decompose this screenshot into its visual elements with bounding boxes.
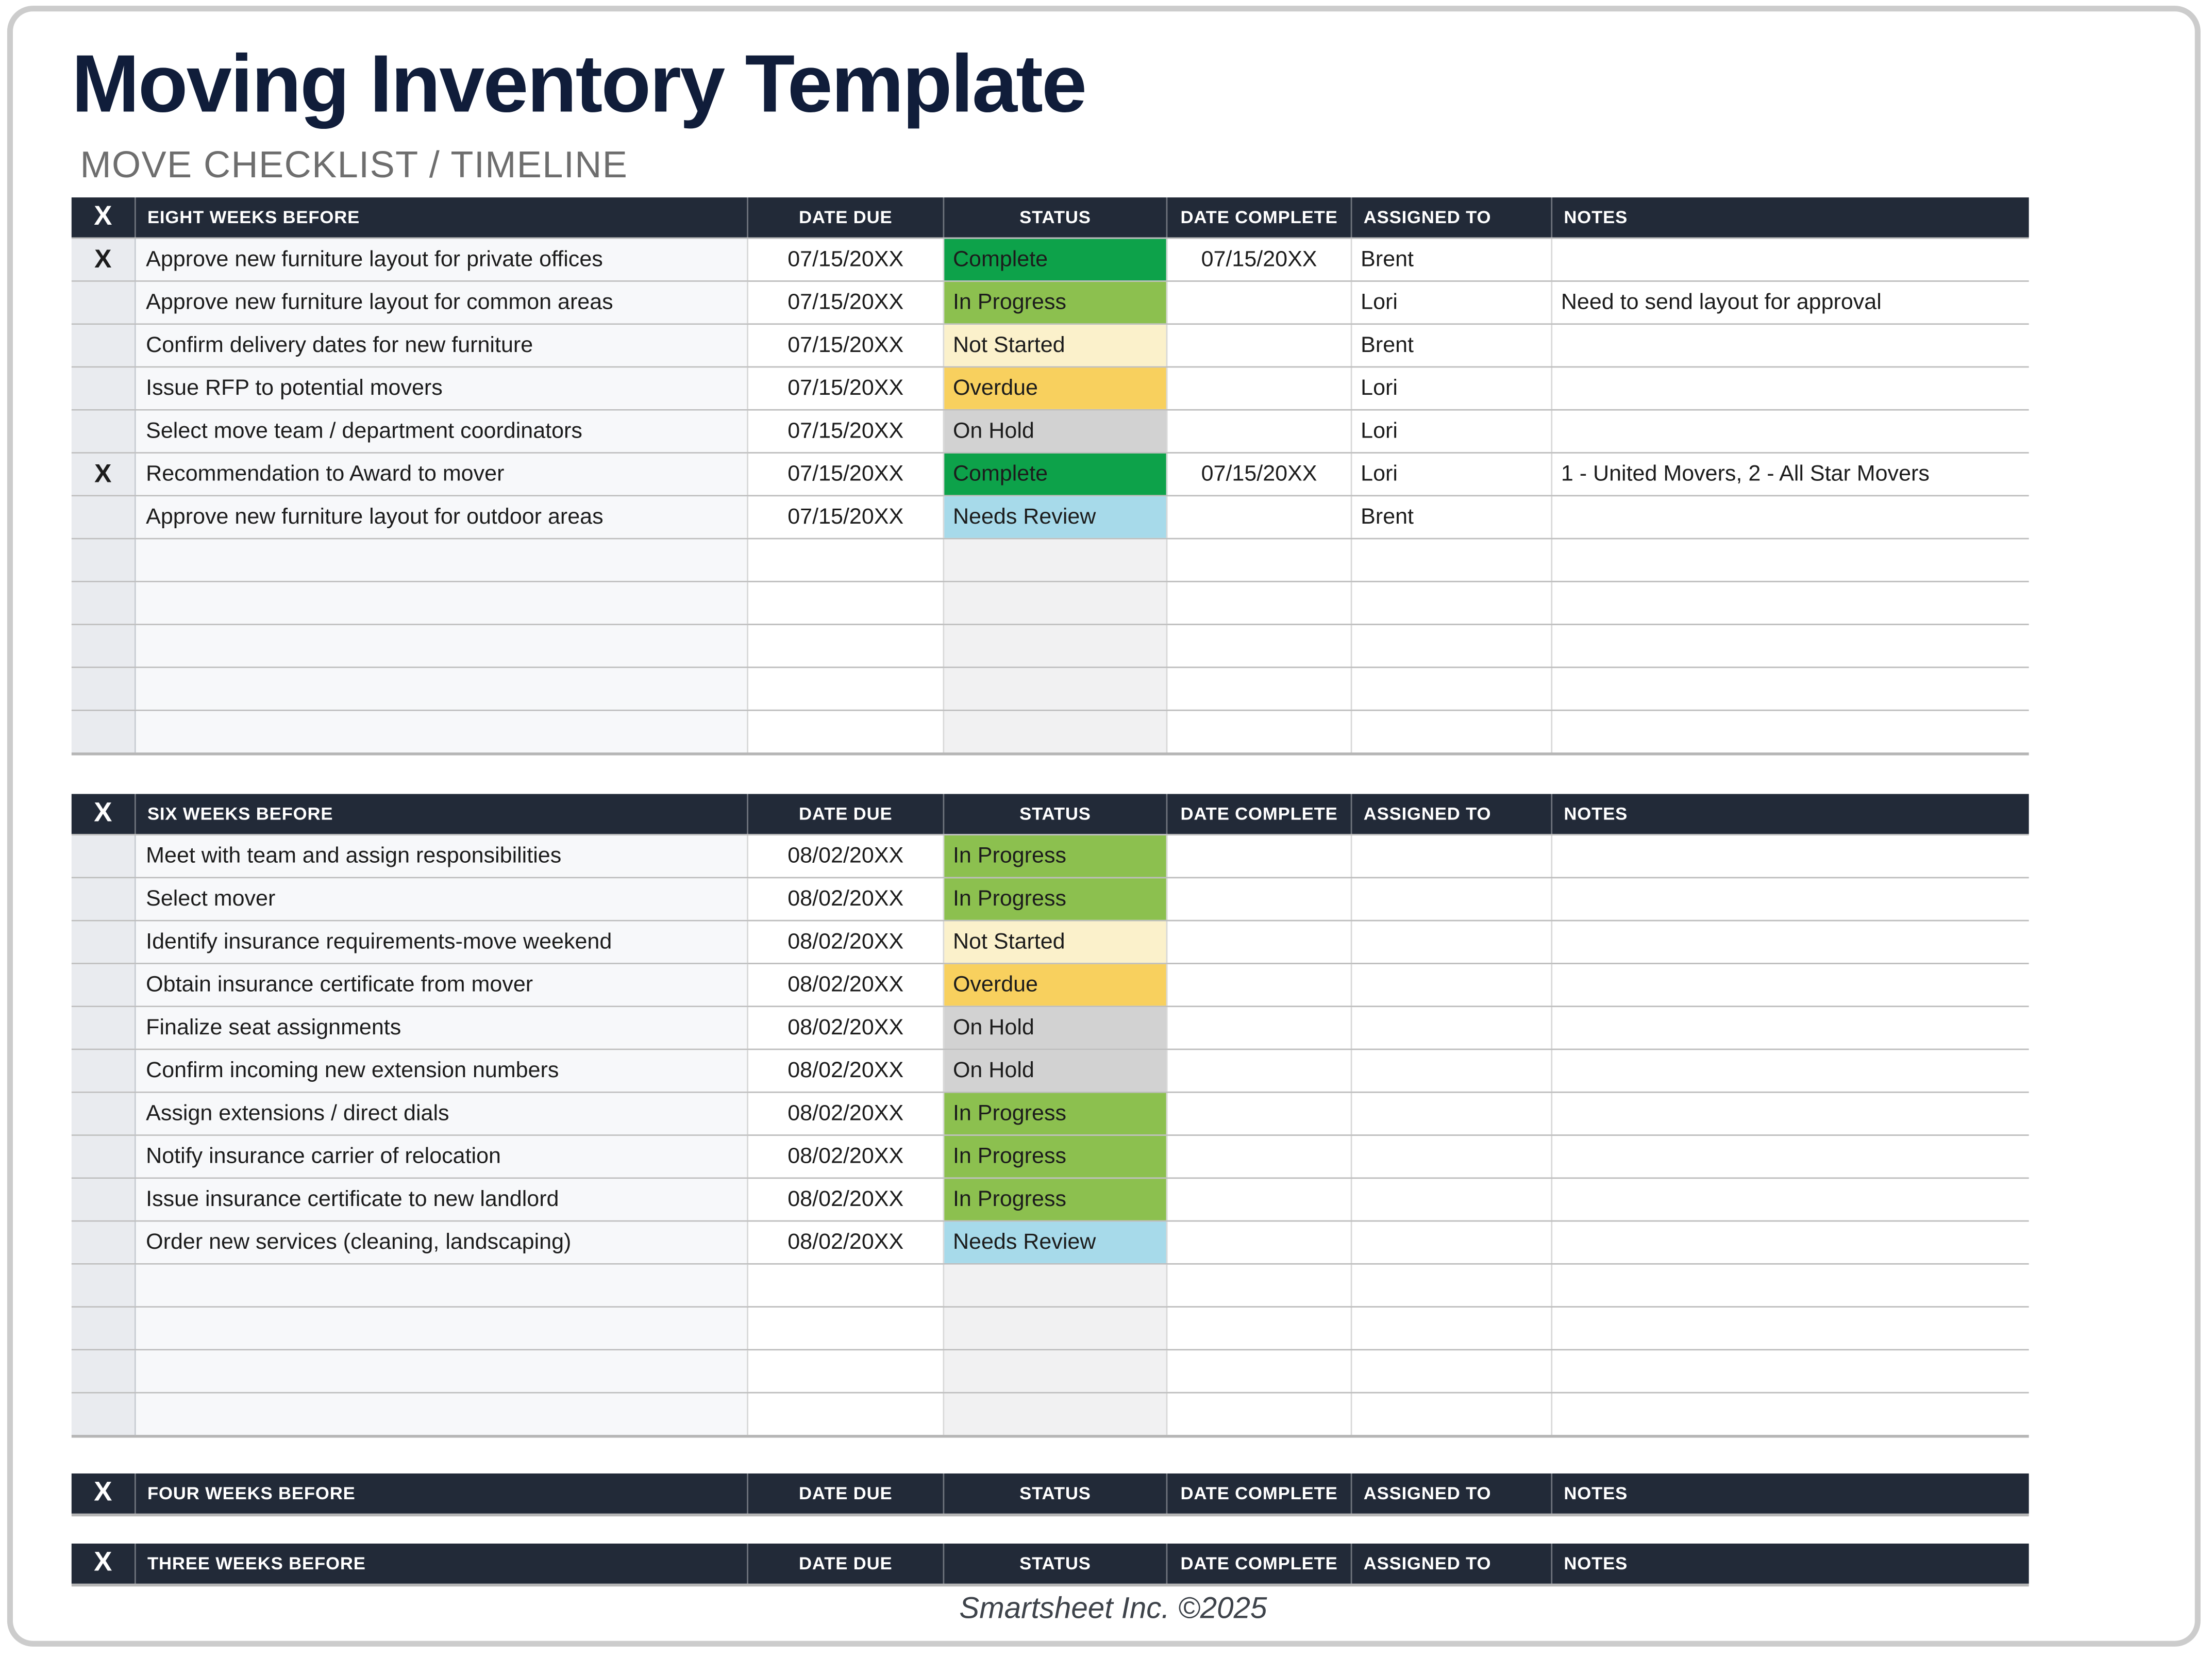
- cell-notes: [1552, 1221, 2029, 1263]
- section-title-header: FOUR WEEKS BEFORE: [136, 1473, 748, 1514]
- cell-status: In Progress: [944, 878, 1167, 919]
- cell-task: [136, 625, 748, 666]
- cell-check: [72, 411, 136, 452]
- cell-date-complete: [1167, 1394, 1352, 1435]
- cell-date-due: [748, 1350, 944, 1392]
- col-header-status: STATUS: [944, 1544, 1167, 1584]
- cell-status: Complete: [944, 454, 1167, 495]
- cell-notes: [1552, 496, 2029, 538]
- cell-assigned-to: [1352, 922, 1553, 963]
- cell-notes: [1552, 411, 2029, 452]
- check-column-header: X: [72, 1473, 136, 1514]
- section-table-eight-weeks-before: [72, 197, 2029, 756]
- cell-date-due: [748, 582, 944, 624]
- empty-table-row: [72, 710, 2029, 752]
- cell-status: [944, 1394, 1167, 1435]
- cell-check: X: [72, 454, 136, 495]
- cell-check: [72, 878, 136, 919]
- cell-notes: [1552, 668, 2029, 709]
- cell-notes: [1552, 367, 2029, 409]
- cell-check: [72, 835, 136, 877]
- cell-task: Select move team / department coordinators: [136, 411, 748, 452]
- table-row: [72, 1177, 2029, 1220]
- cell-assigned-to: Lori: [1352, 367, 1553, 409]
- empty-table-row: [72, 1306, 2029, 1349]
- cell-notes: [1552, 1308, 2029, 1349]
- cell-assigned-to: [1352, 878, 1553, 919]
- col-header-assigned-to: ASSIGNED TO: [1352, 197, 1553, 238]
- cell-date-complete: [1167, 411, 1352, 452]
- cell-date-due: [748, 539, 944, 580]
- check-column-header: X: [72, 1544, 136, 1584]
- cell-check: [72, 282, 136, 323]
- cell-assigned-to: [1352, 1394, 1553, 1435]
- cell-assigned-to: [1352, 625, 1553, 666]
- cell-task: [136, 1308, 748, 1349]
- cell-status: [944, 625, 1167, 666]
- cell-assigned-to: Brent: [1352, 239, 1553, 280]
- cell-date-due: 08/02/20XX: [748, 878, 944, 919]
- table-row: [72, 1049, 2029, 1092]
- col-header-date-due: DATE DUE: [748, 1473, 944, 1514]
- cell-date-due: 08/02/20XX: [748, 1221, 944, 1263]
- cell-status: [944, 1350, 1167, 1392]
- cell-task: [136, 539, 748, 580]
- col-header-notes: NOTES: [1564, 803, 1628, 824]
- table-row: [72, 452, 2029, 495]
- col-header-notes: NOTES: [1564, 1553, 1628, 1574]
- section-header-row: [72, 1544, 2029, 1584]
- cell-status: Not Started: [944, 922, 1167, 963]
- cell-check: [72, 1050, 136, 1091]
- cell-notes: [1552, 1007, 2029, 1048]
- cell-assigned-to: [1352, 582, 1553, 624]
- cell-assigned-to: [1352, 1308, 1553, 1349]
- cell-notes: [1552, 964, 2029, 1006]
- cell-check: [72, 668, 136, 709]
- page-subtitle: MOVE CHECKLIST / TIMELINE: [80, 143, 628, 186]
- cell-status: Complete: [944, 239, 1167, 280]
- table-row: [72, 323, 2029, 366]
- cell-notes: [1552, 922, 2029, 963]
- table-row: [72, 1006, 2029, 1048]
- cell-check: [72, 1093, 136, 1134]
- cell-check: [72, 1394, 136, 1435]
- cell-date-complete: [1167, 625, 1352, 666]
- cell-date-complete: [1167, 1050, 1352, 1091]
- cell-date-complete: [1167, 539, 1352, 580]
- cell-date-due: 08/02/20XX: [748, 1136, 944, 1177]
- table-row: [72, 963, 2029, 1006]
- cell-date-due: 08/02/20XX: [748, 835, 944, 877]
- cell-date-due: 07/15/20XX: [748, 454, 944, 495]
- cell-check: X: [72, 239, 136, 280]
- cell-date-complete: 07/15/20XX: [1167, 239, 1352, 280]
- cell-status: On Hold: [944, 1007, 1167, 1048]
- cell-notes: [1552, 1265, 2029, 1306]
- cell-assigned-to: [1352, 711, 1553, 752]
- cell-check: [72, 325, 136, 366]
- col-header-assigned-to: ASSIGNED TO: [1352, 1473, 1553, 1514]
- cell-status: Needs Review: [944, 1221, 1167, 1263]
- cell-date-due: [748, 668, 944, 709]
- table-row: [72, 1134, 2029, 1177]
- cell-date-complete: [1167, 711, 1352, 752]
- col-header-date-complete: DATE COMPLETE: [1167, 1473, 1352, 1514]
- cell-status: Overdue: [944, 367, 1167, 409]
- check-column-header: X: [72, 794, 136, 834]
- cell-notes: [1552, 878, 2029, 919]
- cell-date-complete: [1167, 1007, 1352, 1048]
- col-header-assigned-to: ASSIGNED TO: [1352, 1544, 1553, 1584]
- cell-notes: [1552, 711, 2029, 752]
- cell-status: [944, 668, 1167, 709]
- cell-status: On Hold: [944, 411, 1167, 452]
- section-header-row: [72, 794, 2029, 834]
- section-header-row: [72, 197, 2029, 238]
- table-row: [72, 920, 2029, 963]
- cell-assigned-to: [1352, 1093, 1553, 1134]
- cell-check: [72, 1221, 136, 1263]
- cell-date-complete: [1167, 282, 1352, 323]
- cell-date-complete: [1167, 1350, 1352, 1392]
- section-title-header: EIGHT WEEKS BEFORE: [136, 197, 748, 238]
- cell-check: [72, 1136, 136, 1177]
- cell-notes: [1552, 1136, 2029, 1177]
- document-card: [7, 6, 2201, 1647]
- cell-date-due: 08/02/20XX: [748, 1050, 944, 1091]
- cell-task: Recommendation to Award to mover: [136, 454, 748, 495]
- col-header-status: STATUS: [944, 1473, 1167, 1514]
- cell-task: Assign extensions / direct dials: [136, 1093, 748, 1134]
- cell-task: Identify insurance requirements-move weekend: [136, 922, 748, 963]
- section-table-four-weeks-before: [72, 1473, 2029, 1516]
- cell-task: [136, 1265, 748, 1306]
- cell-status: [944, 1265, 1167, 1306]
- cell-assigned-to: [1352, 964, 1553, 1006]
- cell-notes: [1552, 539, 2029, 580]
- cell-date-complete: [1167, 1221, 1352, 1263]
- cell-status: In Progress: [944, 1179, 1167, 1220]
- table-row: [72, 1220, 2029, 1263]
- col-header-assigned-to: ASSIGNED TO: [1352, 794, 1553, 834]
- cell-assigned-to: [1352, 1265, 1553, 1306]
- cell-task: [136, 711, 748, 752]
- table-row: [72, 238, 2029, 280]
- cell-notes: [1552, 1394, 2029, 1435]
- section-header-row: [72, 1473, 2029, 1514]
- cell-date-due: 07/15/20XX: [748, 282, 944, 323]
- cell-date-due: 07/15/20XX: [748, 496, 944, 538]
- cell-task: Approve new furniture layout for outdoor areas: [136, 496, 748, 538]
- cell-task: Finalize seat assignments: [136, 1007, 748, 1048]
- cell-check: [72, 1179, 136, 1220]
- cell-date-due: [748, 1394, 944, 1435]
- cell-check: [72, 1265, 136, 1306]
- cell-assigned-to: [1352, 539, 1553, 580]
- cell-check: [72, 922, 136, 963]
- cell-date-due: 08/02/20XX: [748, 964, 944, 1006]
- cell-status: [944, 711, 1167, 752]
- cell-date-complete: 07/15/20XX: [1167, 454, 1352, 495]
- cell-date-complete: [1167, 1136, 1352, 1177]
- cell-task: Issue insurance certificate to new landlord: [136, 1179, 748, 1220]
- cell-notes: [1552, 1050, 2029, 1091]
- cell-date-complete: [1167, 964, 1352, 1006]
- cell-date-complete: [1167, 1265, 1352, 1306]
- cell-task: [136, 1350, 748, 1392]
- cell-task: Issue RFP to potential movers: [136, 367, 748, 409]
- cell-assigned-to: [1352, 1350, 1553, 1392]
- cell-status: Not Started: [944, 325, 1167, 366]
- check-column-header: X: [72, 197, 136, 238]
- cell-assigned-to: [1352, 668, 1553, 709]
- cell-assigned-to: [1352, 1050, 1553, 1091]
- cell-assigned-to: Brent: [1352, 496, 1553, 538]
- cell-assigned-to: [1352, 1136, 1553, 1177]
- cell-date-complete: [1167, 1093, 1352, 1134]
- empty-table-row: [72, 538, 2029, 581]
- cell-task: Order new services (cleaning, landscaping): [136, 1221, 748, 1263]
- col-header-date-complete: DATE COMPLETE: [1167, 794, 1352, 834]
- cell-notes: [1552, 1093, 2029, 1134]
- cell-date-due: 07/15/20XX: [748, 411, 944, 452]
- cell-notes: Need to send layout for approval: [1561, 290, 1882, 314]
- page-title: Moving Inventory Template: [71, 38, 1086, 130]
- col-header-status: STATUS: [944, 794, 1167, 834]
- cell-check: [72, 1350, 136, 1392]
- cell-date-due: 07/15/20XX: [748, 239, 944, 280]
- cell-task: Select mover: [136, 878, 748, 919]
- cell-check: [72, 539, 136, 580]
- cell-assigned-to: Lori: [1352, 282, 1553, 323]
- cell-task: Approve new furniture layout for private offices: [136, 239, 748, 280]
- cell-check: [72, 1308, 136, 1349]
- section-table-three-weeks-before: [72, 1544, 2029, 1586]
- section-table-six-weeks-before: [72, 794, 2029, 1438]
- cell-date-complete: [1167, 325, 1352, 366]
- cell-assigned-to: [1352, 1221, 1553, 1263]
- cell-status: Needs Review: [944, 496, 1167, 538]
- cell-task: [136, 582, 748, 624]
- cell-assigned-to: Brent: [1352, 325, 1553, 366]
- cell-date-complete: [1167, 1308, 1352, 1349]
- cell-task: Obtain insurance certificate from mover: [136, 964, 748, 1006]
- cell-date-due: 07/15/20XX: [748, 325, 944, 366]
- tables: [72, 197, 2029, 1586]
- empty-table-row: [72, 1349, 2029, 1392]
- table-row: [72, 1092, 2029, 1134]
- cell-status: [944, 1308, 1167, 1349]
- col-header-notes: NOTES: [1564, 207, 1628, 228]
- cell-task: Notify insurance carrier of relocation: [136, 1136, 748, 1177]
- table-row: [72, 834, 2029, 877]
- cell-notes: [1552, 325, 2029, 366]
- section-title-header: SIX WEEKS BEFORE: [136, 794, 748, 834]
- cell-assigned-to: [1352, 835, 1553, 877]
- cell-task: [136, 668, 748, 709]
- cell-notes: [1552, 835, 2029, 877]
- empty-table-row: [72, 1392, 2029, 1435]
- cell-notes: [1552, 625, 2029, 666]
- cell-assigned-to: [1352, 1007, 1553, 1048]
- cell-date-due: [748, 1308, 944, 1349]
- empty-table-row: [72, 624, 2029, 666]
- cell-date-complete: [1167, 878, 1352, 919]
- cell-check: [72, 625, 136, 666]
- cell-check: [72, 1007, 136, 1048]
- cell-status: In Progress: [944, 835, 1167, 877]
- cell-notes: [1552, 1179, 2029, 1220]
- footer-copyright: Smartsheet Inc. ©2025: [959, 1592, 1267, 1626]
- cell-date-complete: [1167, 1179, 1352, 1220]
- cell-notes: [1552, 1350, 2029, 1392]
- col-header-date-complete: DATE COMPLETE: [1167, 197, 1352, 238]
- cell-task: Approve new furniture layout for common areas: [136, 282, 748, 323]
- cell-status: [944, 582, 1167, 624]
- cell-date-complete: [1167, 922, 1352, 963]
- table-row: [72, 366, 2029, 409]
- table-row: [72, 877, 2029, 920]
- table-row: [72, 280, 2029, 323]
- cell-task: [136, 1394, 748, 1435]
- cell-check: [72, 367, 136, 409]
- cell-date-complete: [1167, 496, 1352, 538]
- cell-check: [72, 711, 136, 752]
- cell-task: Confirm delivery dates for new furniture: [136, 325, 748, 366]
- cell-date-complete: [1167, 367, 1352, 409]
- cell-date-due: 08/02/20XX: [748, 922, 944, 963]
- cell-date-complete: [1167, 835, 1352, 877]
- table-row: [72, 495, 2029, 538]
- cell-task: Confirm incoming new extension numbers: [136, 1050, 748, 1091]
- cell-assigned-to: Lori: [1352, 411, 1553, 452]
- cell-task: Meet with team and assign responsibilities: [136, 835, 748, 877]
- cell-status: In Progress: [944, 282, 1167, 323]
- cell-date-due: 08/02/20XX: [748, 1179, 944, 1220]
- cell-status: [944, 539, 1167, 580]
- col-header-date-complete: DATE COMPLETE: [1167, 1544, 1352, 1584]
- cell-notes: [1552, 582, 2029, 624]
- cell-date-due: 08/02/20XX: [748, 1093, 944, 1134]
- col-header-date-due: DATE DUE: [748, 794, 944, 834]
- empty-table-row: [72, 666, 2029, 709]
- cell-date-due: 07/15/20XX: [748, 367, 944, 409]
- empty-table-row: [72, 581, 2029, 624]
- cell-check: [72, 582, 136, 624]
- section-title-header: THREE WEEKS BEFORE: [136, 1544, 748, 1584]
- cell-status: In Progress: [944, 1093, 1167, 1134]
- cell-date-due: [748, 625, 944, 666]
- cell-check: [72, 496, 136, 538]
- cell-status: Overdue: [944, 964, 1167, 1006]
- table-row: [72, 409, 2029, 452]
- cell-assigned-to: [1352, 1179, 1553, 1220]
- empty-table-row: [72, 1263, 2029, 1306]
- cell-status: On Hold: [944, 1050, 1167, 1091]
- cell-status: In Progress: [944, 1136, 1167, 1177]
- cell-check: [72, 964, 136, 1006]
- col-header-date-due: DATE DUE: [748, 1544, 944, 1584]
- cell-date-due: 08/02/20XX: [748, 1007, 944, 1048]
- cell-assigned-to: Lori: [1352, 454, 1553, 495]
- cell-date-due: [748, 1265, 944, 1306]
- cell-date-complete: [1167, 582, 1352, 624]
- col-header-date-due: DATE DUE: [748, 197, 944, 238]
- col-header-status: STATUS: [944, 197, 1167, 238]
- cell-notes: 1 - United Movers, 2 - All Star Movers: [1561, 461, 1930, 486]
- col-header-notes: NOTES: [1564, 1483, 1628, 1504]
- cell-date-complete: [1167, 668, 1352, 709]
- cell-date-due: [748, 711, 944, 752]
- cell-notes: [1552, 239, 2029, 280]
